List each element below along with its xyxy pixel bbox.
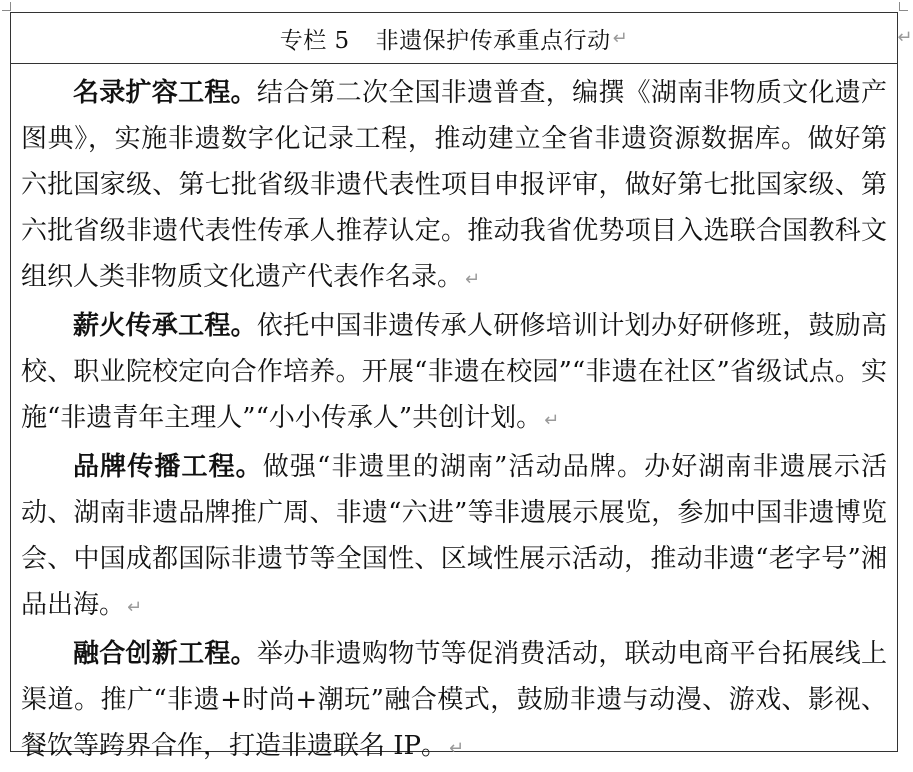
paragraph-text: 结合第二次全国非遗普查，编撰《湖南非物质文化遗产图典》，实施非遗数字化记录工程，推动建立全省非遗资源数据库。做好第六批国家级、第七批省级非遗代表性项目申报评审，做好第七批国家级、第六批省级非遗代表性传承人推荐认定。推动我省优势项目入选联合国教科文组织人类非物质文化遗产代表作名录。 [21, 78, 887, 292]
column-box [10, 12, 913, 761]
page-corner-mark-left [2, 2, 11, 11]
paragraph-mark-icon: ↵ [449, 738, 465, 759]
cell-end-mark-icon: ↵ [897, 27, 913, 48]
paragraph-directory-expansion [21, 70, 887, 303]
paragraph-text: 做强“非遗里的湖南”活动品牌。办好湖南非遗展示活动、湖南非遗品牌推广周、非遗“六进”等非遗展示展览，参加中国非遗博览会、中国成都国际非遗节等全国性、区域性展示活动，推动非遗“老字号”湘品出海。 [21, 452, 887, 620]
column-title: 非遗保护传承重点行动 [375, 27, 611, 54]
paragraph-inheritance [21, 303, 887, 444]
column-body [11, 64, 897, 772]
paragraph-mark-icon: ↵ [127, 597, 143, 618]
paragraph-lead: 薪火传承工程。 [73, 311, 257, 341]
paragraph-mark-icon: ↵ [465, 269, 481, 290]
paragraph-brand-communication [21, 444, 887, 631]
paragraph-lead: 融合创新工程。 [73, 639, 257, 669]
paragraph-text: 依托中国非遗传承人研修培训计划办好研修班，鼓励高校、职业院校定向合作培养。开展“非遗在校园”“非遗在社区”省级试点。实施“非遗青年主理人”“小小传承人”共创计划。 [21, 311, 887, 433]
column-header [11, 13, 913, 64]
paragraph-lead: 品牌传播工程。 [73, 452, 263, 482]
column-label: 专栏 5 [279, 27, 350, 54]
paragraph-text: 举办非遗购物节等促消费活动，联动电商平台拓展线上渠道。推广“非遗+时尚+潮玩”融合模式，鼓励非遗与动漫、游戏、影视、餐饮等跨界合作，打造非遗联名 IP。 [21, 639, 887, 761]
paragraph-lead: 名录扩容工程。 [73, 78, 257, 108]
paragraph-integration-innovation [21, 631, 887, 772]
page-corner-mark-right [899, 2, 908, 11]
paragraph-mark-icon: ↵ [544, 410, 560, 431]
paragraph-mark-icon: ↵ [612, 27, 629, 49]
